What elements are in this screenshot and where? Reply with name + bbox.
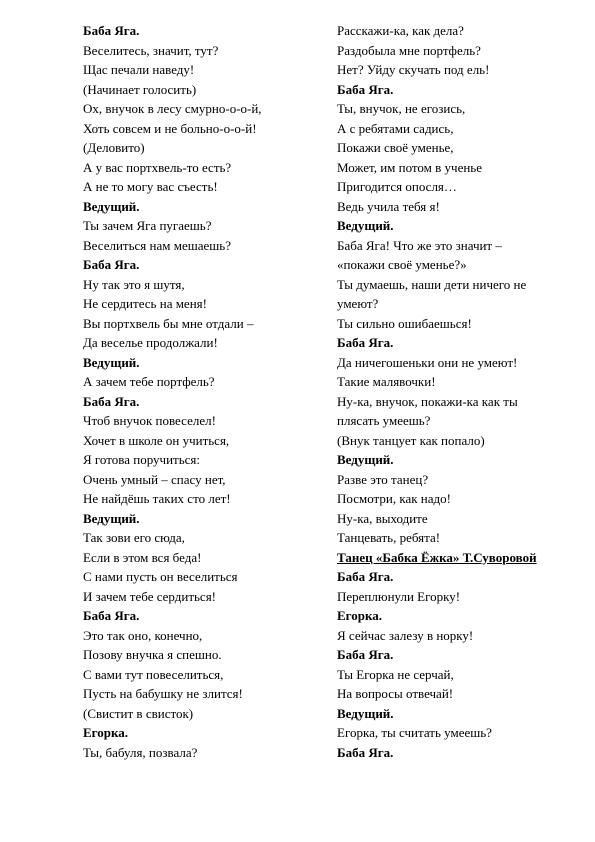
verse-line: Баба Яга! Что же это значит – (337, 237, 502, 253)
verse-line: Веселитесь, значит, тут? (83, 42, 219, 58)
right-column (337, 21, 577, 762)
verse-line: Так зови его сюда, (83, 530, 185, 545)
verse-line: (Внук танцует как попало) (337, 432, 485, 448)
verse-line: Нет? Уйду скучать под ель! (337, 62, 490, 77)
verse-line: Чтоб внучок повеселел! (83, 413, 216, 428)
verse-line: Раздобыла мне портфель? (337, 42, 481, 58)
verse-line: Ты Егорка не серчай, (337, 666, 454, 682)
verse-line: плясать умеешь? (337, 413, 431, 428)
speaker-name: Баба Яга. (83, 393, 140, 409)
speaker-name: Баба Яга. (337, 744, 394, 760)
speaker-name: Баба Яга. (83, 257, 140, 272)
verse-line: Ты, внучок, не егозись, (337, 101, 466, 116)
verse-line: С нами пусть он веселиться (83, 569, 238, 584)
verse-line: (Начинает голосить) (83, 81, 197, 97)
speaker-name: Баба Яга. (337, 81, 394, 97)
verse-line: Посмотри, как надо! (337, 491, 451, 506)
verse-line: Пригодится опосля… (337, 179, 457, 194)
verse-line: Хочет в школе он учиться, (83, 432, 230, 448)
verse-line: Позову внучка я спешно. (83, 647, 222, 662)
verse-line: Покажи своё уменье, (337, 140, 454, 155)
verse-line: Танцевать, ребята! (337, 530, 441, 545)
verse-line: Пусть на бабушку не злится! (83, 686, 243, 701)
verse-line: Не сердитесь на меня! (83, 296, 207, 311)
verse-line: Ну-ка, выходите (337, 510, 428, 526)
verse-line: Ты сильно ошибаешься! (337, 315, 472, 331)
speaker-name: Ведущий. (337, 218, 394, 233)
verse-line: Ты, бабуля, позвала? (83, 744, 198, 760)
verse-line: Щас печали наведу! (83, 62, 195, 77)
verse-line: Егорка, ты считать умеешь? (337, 725, 492, 740)
verse-line: Переплюнули Егорку! (337, 588, 461, 604)
verse-line: Ну-ка, внучок, покажи-ка как ты (337, 393, 518, 409)
verse-line: А не то могу вас съесть! (83, 179, 218, 194)
verse-line: А зачем тебе портфель? (83, 374, 215, 389)
verse-line: Да ничегошеньки они не умеют! (337, 354, 518, 370)
verse-line: Я сейчас залезу в норку! (337, 627, 474, 643)
verse-line: Это так оно, конечно, (83, 627, 203, 643)
verse-line: Может, им потом в ученье (337, 159, 483, 175)
verse-line: Очень умный – спасу нет, (83, 471, 226, 487)
verse-line: Веселиться нам мешаешь? (83, 237, 231, 253)
stage-direction-heading: Танец «Бабка Ёжка» Т.Суворовой (337, 549, 537, 565)
verse-line: И зачем тебе сердиться! (83, 588, 217, 604)
speaker-name: Ведущий. (83, 510, 140, 526)
verse-line: Вы портхвель бы мне отдали – (83, 315, 254, 331)
verse-line: Ведь учила тебя я! (337, 198, 440, 214)
verse-line: (Деловито) (83, 140, 145, 155)
speaker-name: Ведущий. (337, 452, 394, 467)
verse-line: Разве это танец? (337, 471, 429, 487)
verse-line: С вами тут повеселиться, (83, 666, 224, 682)
verse-line: Хоть совсем и не больно-о-о-й! (83, 120, 257, 136)
verse-line: Ну так это я шутя, (83, 276, 185, 292)
verse-line: (Свистит в свисток) (83, 705, 194, 721)
verse-line: Ох, внучок в лесу смурно-о-о-й, (83, 101, 262, 116)
verse-line: Если в этом вся беда! (83, 549, 202, 565)
speaker-name: Баба Яга. (337, 569, 394, 584)
speaker-name: Егорка. (337, 608, 383, 623)
verse-line: Да веселье продолжали! (83, 335, 218, 350)
speaker-name: Баба Яга. (337, 335, 394, 350)
verse-line: умеют? (337, 296, 379, 311)
verse-line: А у вас портхвель-то есть? (83, 159, 232, 175)
verse-line: На вопросы отвечай! (337, 686, 454, 701)
speaker-name: Егорка. (83, 725, 129, 740)
verse-line: Не найдёшь таких сто лет! (83, 491, 231, 506)
verse-line: Такие малявочки! (337, 374, 436, 389)
speaker-name: Ведущий. (83, 198, 140, 214)
speaker-name: Ведущий. (337, 705, 394, 721)
verse-line: Ты думаешь, наши дети ничего не (337, 276, 527, 292)
verse-line: Ты зачем Яга пугаешь? (83, 218, 212, 233)
verse-line: А с ребятами садись, (337, 120, 454, 136)
verse-line: Я готова поручиться: (83, 452, 201, 467)
speaker-name: Баба Яга. (83, 23, 140, 38)
speaker-name: Баба Яга. (337, 647, 394, 662)
verse-line: «покажи своё уменье?» (337, 257, 467, 272)
verse-line: Расскажи-ка, как дела? (337, 23, 464, 38)
speaker-name: Ведущий. (83, 354, 140, 370)
left-column (83, 21, 323, 762)
speaker-name: Баба Яга. (83, 608, 140, 623)
